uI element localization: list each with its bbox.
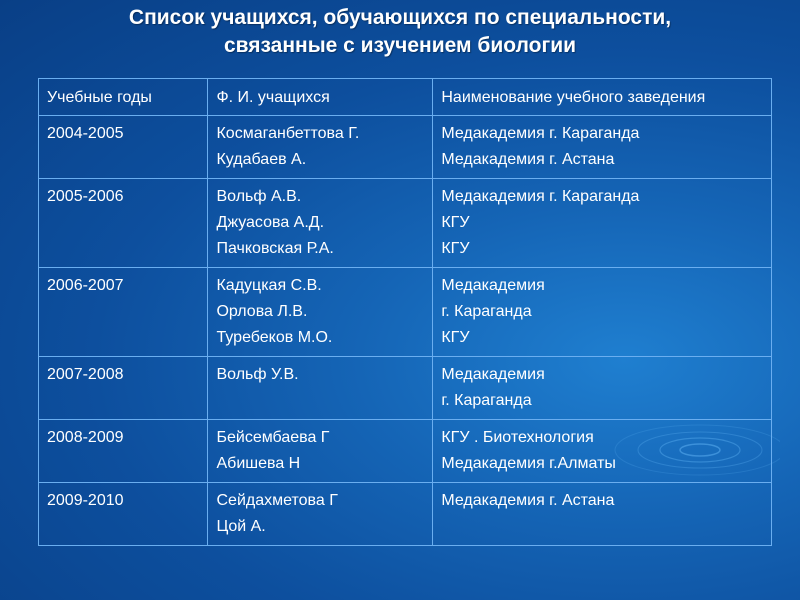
- cell-years: [39, 179, 208, 268]
- header-years: [39, 79, 208, 116]
- header-years-label: Учебные годы: [47, 89, 152, 106]
- cell-years: [39, 116, 208, 179]
- institution-name: Медакадемия г. Астана: [441, 492, 615, 509]
- cell-institutions: [433, 179, 772, 268]
- cell-institutions: [433, 357, 772, 420]
- students-table: [38, 78, 772, 546]
- institution-name: КГУ . Биотехнология: [441, 429, 594, 446]
- institution-name: Медакадемия: [441, 277, 545, 294]
- institution-name: Медакадемия г. Караганда: [441, 125, 640, 142]
- cell-student-names: [208, 483, 433, 546]
- institution-name: КГУ: [441, 329, 470, 346]
- slide-title-line-2: связанные с изучением биологии: [223, 34, 577, 57]
- table-header-row: [39, 79, 772, 116]
- cell-years: [39, 357, 208, 420]
- student-name: Джуасова А.Д.: [216, 214, 325, 231]
- students-table-body: [39, 79, 772, 546]
- cell-student-names: [208, 357, 433, 420]
- institution-name: Медакадемия г. Астана: [441, 151, 615, 168]
- cell-student-names: [208, 116, 433, 179]
- student-name: Бейсембаева Г: [216, 429, 330, 446]
- years-text: 2004-2005: [47, 125, 124, 142]
- student-name: Вольф У.В.: [216, 366, 299, 383]
- student-name: Орлова Л.В.: [216, 303, 308, 320]
- cell-institutions: [433, 116, 772, 179]
- student-name: Цой А.: [216, 518, 266, 535]
- table-row: [39, 483, 772, 546]
- years-text: 2007-2008: [47, 366, 124, 383]
- institution-name: г. Караганда: [441, 392, 532, 409]
- header-names: [208, 79, 433, 116]
- student-name: Туребеков М.О.: [216, 329, 333, 346]
- student-name: Кудабаев А.: [216, 151, 307, 168]
- years-text: 2005-2006: [47, 188, 124, 205]
- header-institution: [433, 79, 772, 116]
- years-text: 2008-2009: [47, 429, 124, 446]
- institution-name: КГУ: [441, 240, 470, 257]
- cell-institutions: [433, 483, 772, 546]
- cell-years: [39, 483, 208, 546]
- header-institution-label: Наименование учебного заведения: [441, 89, 706, 106]
- cell-institutions: [433, 420, 772, 483]
- cell-student-names: [208, 268, 433, 357]
- institution-name: Медакадемия: [441, 366, 545, 383]
- slide-title-line-1: Список учащихся, обучающихся по специальности,: [128, 6, 672, 29]
- table-row: [39, 268, 772, 357]
- cell-student-names: [208, 420, 433, 483]
- cell-institutions: [433, 268, 772, 357]
- table-row: [39, 420, 772, 483]
- cell-student-names: [208, 179, 433, 268]
- student-name: Абишева Н: [216, 455, 301, 472]
- institution-name: Медакадемия г.Алматы: [441, 455, 616, 472]
- student-name: Вольф А.В.: [216, 188, 302, 205]
- table-row: [39, 357, 772, 420]
- header-names-label: Ф. И. учащихся: [216, 89, 330, 106]
- years-text: 2009-2010: [47, 492, 124, 509]
- table-row: [39, 179, 772, 268]
- table-row: [39, 116, 772, 179]
- institution-name: Медакадемия г. Караганда: [441, 188, 640, 205]
- student-name: Сейдахметова Г: [216, 492, 338, 509]
- cell-years: [39, 268, 208, 357]
- cell-years: [39, 420, 208, 483]
- years-text: 2006-2007: [47, 277, 124, 294]
- slide-title: [0, 4, 800, 60]
- student-name: Космаганбеттова Г.: [216, 125, 360, 142]
- student-name: Пачковская Р.А.: [216, 240, 334, 257]
- institution-name: г. Караганда: [441, 303, 532, 320]
- student-name: Кадуцкая С.В.: [216, 277, 322, 294]
- institution-name: КГУ: [441, 214, 470, 231]
